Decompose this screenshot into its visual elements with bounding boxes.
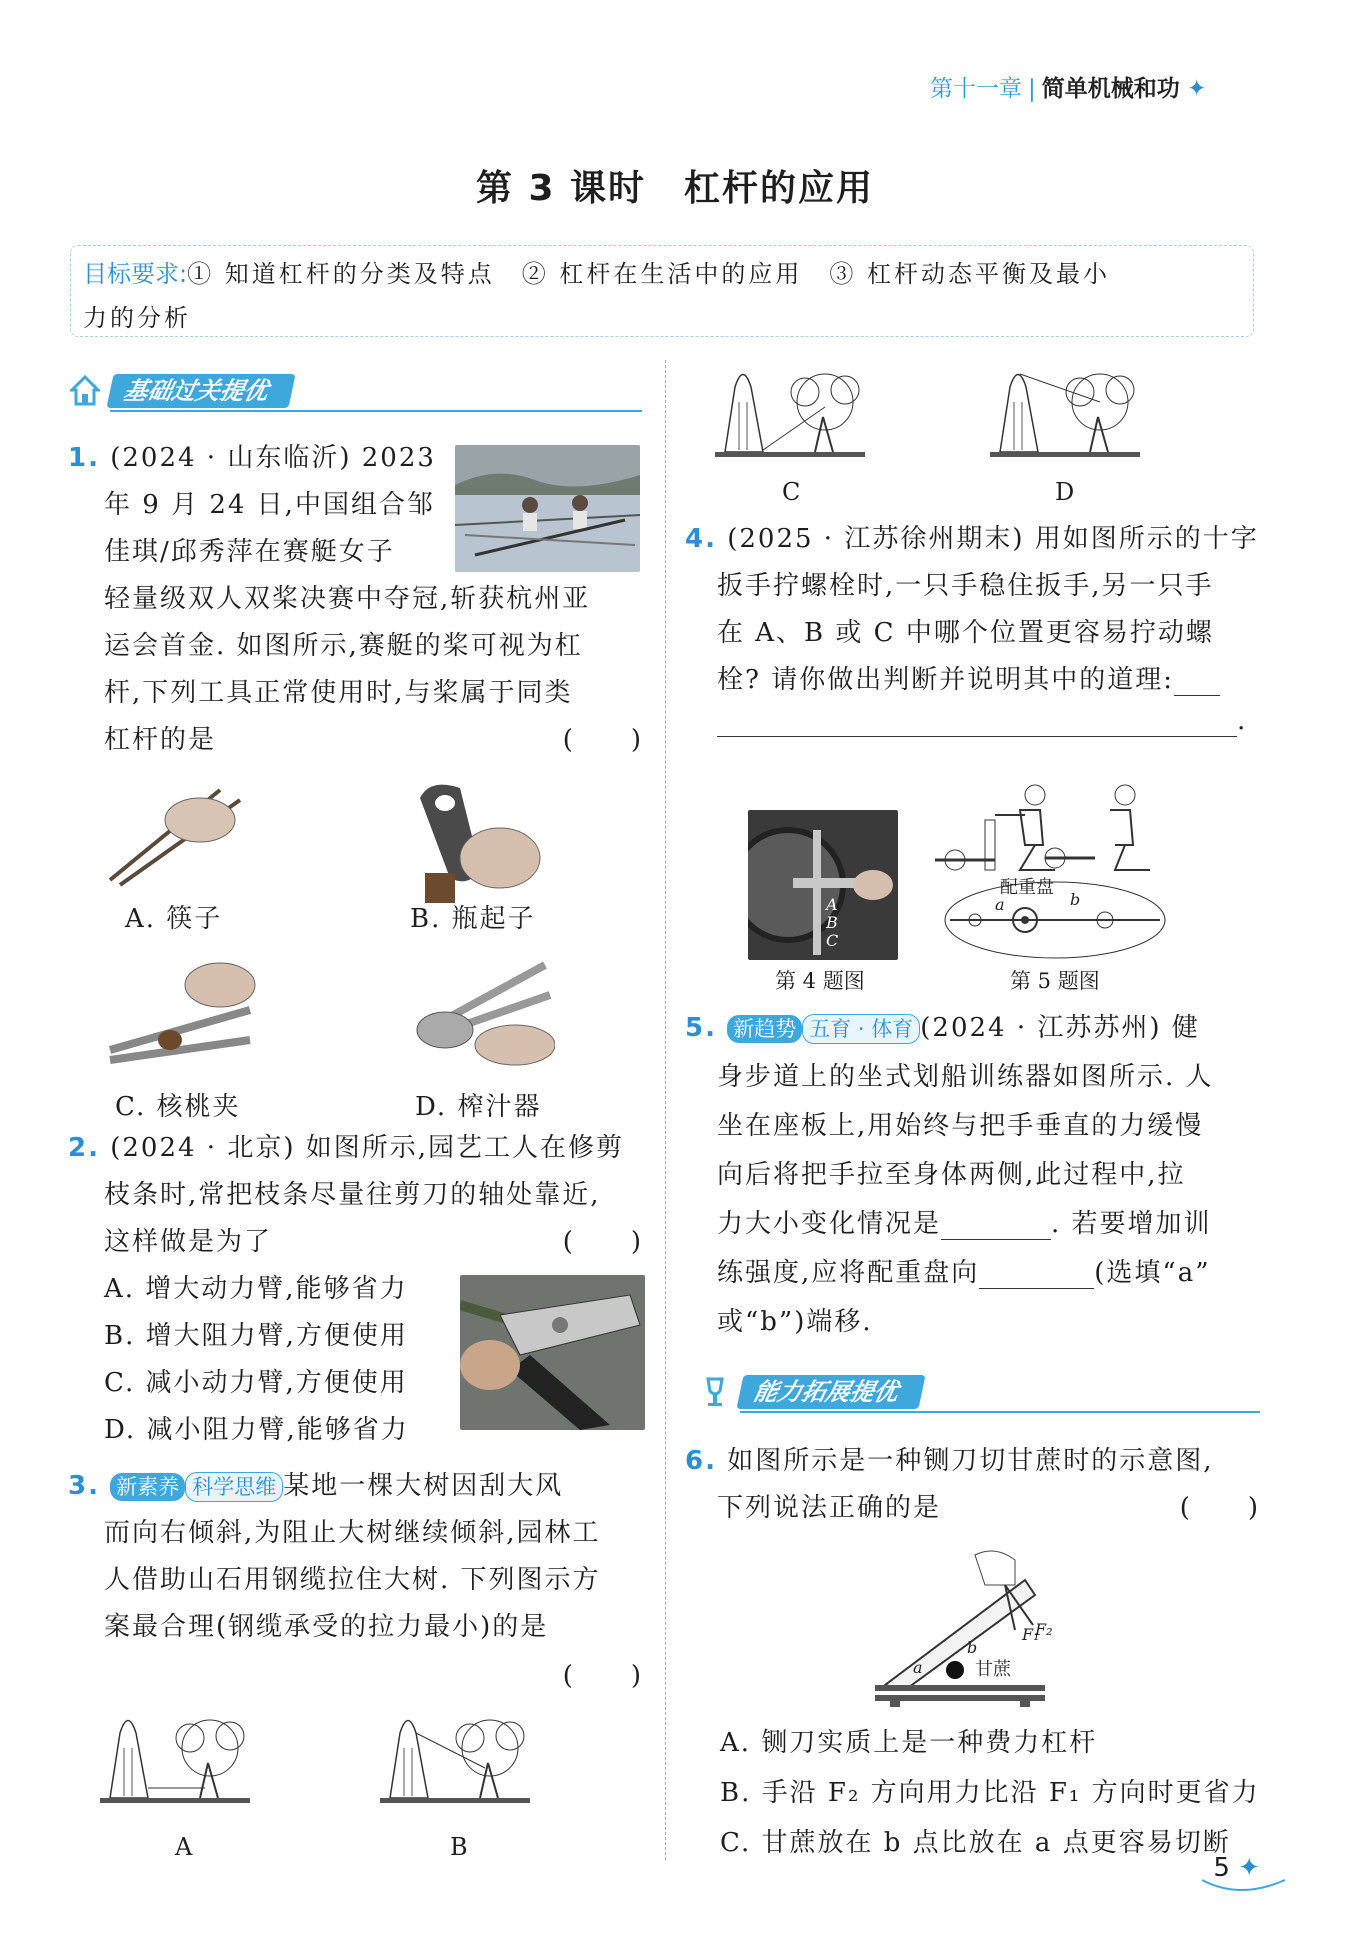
- page-number-swoosh: [1200, 1875, 1290, 1895]
- q3-badge-new-literacy: 新素养: [110, 1473, 185, 1501]
- q5-line: 坐在座板上,用始终与把手垂直的力缓慢: [717, 1111, 1204, 1141]
- q1-line: 轻量级双人双桨决赛中夺冠,斩获杭州亚: [104, 584, 591, 614]
- q6-line: 如图所示是一种铡刀切甘蔗时的示意图,: [727, 1446, 1214, 1476]
- point-b-label: b: [967, 1638, 978, 1657]
- goals-label: 目标要求:: [83, 260, 188, 288]
- q1-line: 运会首金. 如图所示,赛艇的桨可视为杠: [104, 631, 583, 661]
- wrench-label-b: B: [826, 913, 838, 932]
- bottle-opener-image: [410, 778, 550, 903]
- sparkle-icon: ✦: [1187, 76, 1207, 102]
- q5-line: 练强度,应将配重盘向: [717, 1258, 980, 1288]
- q5-blank-1: [941, 1209, 1051, 1240]
- q2-line: (2024 · 北京) 如图所示,园艺工人在修剪: [110, 1133, 625, 1163]
- q2-number: 2.: [68, 1133, 100, 1163]
- q2-option-b: B. 增大阻力臂,方便使用: [104, 1321, 408, 1351]
- q2-line: 这样做是为了: [104, 1227, 273, 1257]
- q6-answer-paren: ( ): [1179, 1493, 1260, 1523]
- q5-line: 身步道上的坐式划船训练器如图所示. 人: [717, 1062, 1214, 1092]
- q3-option-b: B: [450, 1833, 468, 1861]
- goals-line1: ① 知道杠杆的分类及特点 ② 杠杆在生活中的应用 ③ 杠杆动态平衡及最小: [187, 260, 1110, 288]
- q5-line: 向后将把手拉至身体两侧,此过程中,拉: [717, 1160, 1186, 1190]
- section-title-basic: 基础过关提优: [106, 374, 295, 408]
- q3-line: 人借助山石用钢缆拉住大树. 下列图示方: [104, 1565, 601, 1595]
- q3-answer-paren: ( ): [562, 1661, 643, 1691]
- chapter-title: 简单机械和功: [1041, 76, 1180, 102]
- q4-figure-caption: 第 4 题图: [775, 969, 865, 993]
- q5-badge-sports: 五育 · 体育: [802, 1014, 920, 1044]
- q1-line: 杆,下列工具正常使用时,与桨属于同类: [104, 678, 573, 708]
- goals-box: [70, 245, 1254, 337]
- force-f1-label: F₁: [1022, 1625, 1040, 1644]
- point-a-label: a: [913, 1658, 923, 1677]
- q1-answer-paren: ( ): [562, 725, 643, 755]
- q2-option-a: A. 增大动力臂,能够省力: [104, 1274, 408, 1304]
- q3-line: 某地一棵大树因刮大风: [283, 1471, 564, 1501]
- pruning-shears-photo: [460, 1275, 645, 1430]
- chopsticks-image: [100, 780, 250, 892]
- q5-badge-new-trend: 新趋势: [727, 1015, 802, 1043]
- q6-option-a: A. 铡刀实质上是一种费力杠杆: [720, 1728, 1098, 1758]
- q5-line: 力大小变化情况是: [717, 1209, 942, 1239]
- q5-blank-2: [979, 1258, 1094, 1289]
- q4-line: (2025 · 江苏徐州期末) 用如图所示的十字: [727, 524, 1259, 554]
- q1-option-c: C. 核桃夹: [115, 1092, 241, 1122]
- section-title-extension: 能力拓展提优: [736, 1375, 925, 1409]
- q2-line: 枝条时,常把枝条尽量往剪刀的轴处靠近,: [104, 1180, 601, 1210]
- q5-figure-caption: 第 5 题图: [1010, 969, 1100, 993]
- q3-option-a: A: [175, 1833, 193, 1861]
- running-header: 第十一章 | 简单机械和功 ✦: [930, 76, 1207, 102]
- q5-line: (2024 · 江苏苏州) 健: [920, 1013, 1200, 1043]
- label-a: a: [995, 895, 1005, 914]
- house-icon: [70, 374, 100, 406]
- q4-number: 4.: [685, 524, 717, 554]
- wrench-label-c: C: [826, 931, 839, 950]
- sugarcane-label: 甘蔗: [975, 1659, 1011, 1680]
- q2-option-c: C. 减小动力臂,方便使用: [104, 1368, 408, 1398]
- q3-line: 案最合理(钢缆承受的拉力最小)的是: [104, 1612, 549, 1642]
- q4-answer-blank: [1174, 665, 1220, 696]
- q1-line: 杠杆的是: [104, 725, 217, 755]
- q4-line: 在 A、B 或 C 中哪个位置更容易拧动螺: [717, 618, 1214, 648]
- q5-line: 或“b”)端移.: [717, 1307, 873, 1337]
- section-banner-extension: [700, 1373, 1260, 1413]
- q1-option-d: D. 榨汁器: [415, 1092, 542, 1122]
- q1-option-b: B. 瓶起子: [410, 904, 536, 934]
- q3-number: 3.: [68, 1471, 100, 1501]
- tree-diagram-c: [715, 362, 875, 462]
- q5-number: 5.: [685, 1013, 717, 1043]
- trophy-icon: [700, 1375, 730, 1407]
- hay-cutter-diagram: [865, 1545, 1065, 1710]
- juicer-image: [405, 955, 555, 1080]
- q5-line: (选填“a”: [1094, 1258, 1211, 1288]
- tree-diagram-b: [380, 1708, 540, 1808]
- q3-badge-science-thinking: 科学思维: [185, 1472, 283, 1502]
- column-divider: [665, 360, 666, 1860]
- chapter-label: 第十一章: [930, 76, 1022, 102]
- q1-line: 佳琪/邱秀萍在赛艇女子: [104, 537, 395, 567]
- q1-line: 年 9 月 24 日,中国组合邹: [104, 490, 435, 520]
- q4-line: 栓? 请你做出判断并说明其中的道理:: [717, 665, 1174, 695]
- tree-diagram-d: [990, 362, 1150, 462]
- nutcracker-image: [100, 960, 260, 1085]
- tree-diagram-a: [100, 1708, 260, 1808]
- q4-line: 扳手拧螺栓时,一只手稳住扳手,另一只手: [717, 571, 1214, 601]
- q6-option-c: C. 甘蔗放在 b 点比放在 a 点更容易切断: [720, 1828, 1231, 1858]
- weight-plate-label: 配重盘: [1000, 877, 1054, 898]
- q3-option-c: C: [782, 478, 801, 506]
- q1-number: 1.: [68, 443, 100, 473]
- q3-line: 而向右倾斜,为阻止大树继续倾斜,园林工: [104, 1518, 601, 1548]
- page-title: 第 3 课时 杠杆的应用: [475, 168, 875, 209]
- q1-line: (2024 · 山东临沂) 2023: [110, 443, 436, 473]
- q2-answer-paren: ( ): [562, 1227, 643, 1257]
- force-f2-label: F₂: [1035, 1620, 1053, 1639]
- q6-option-b: B. 手沿 F₂ 方向用力比沿 F₁ 方向时更省力: [720, 1778, 1260, 1808]
- page-number-text: 5: [1213, 1853, 1230, 1883]
- cross-wrench-photo: [748, 810, 898, 960]
- sparkle-icon: ✦: [1238, 1853, 1260, 1883]
- rowing-machine-diagram: [925, 770, 1195, 960]
- label-b: b: [1070, 890, 1081, 909]
- q6-number: 6.: [685, 1446, 717, 1476]
- wrench-label-a: A: [826, 895, 838, 914]
- rowing-photo: [455, 445, 640, 572]
- q6-line: 下列说法正确的是: [717, 1493, 942, 1523]
- goals-line2: 力的分析: [83, 304, 191, 332]
- q2-option-d: D. 减小阻力臂,能够省力: [104, 1415, 409, 1445]
- q4-answer-blank-2: [717, 706, 1237, 737]
- q5-line: . 若要增加训: [1051, 1209, 1212, 1239]
- q1-option-a: A. 筷子: [125, 904, 223, 934]
- q3-option-d: D: [1055, 478, 1075, 506]
- section-banner-basic: [70, 372, 642, 412]
